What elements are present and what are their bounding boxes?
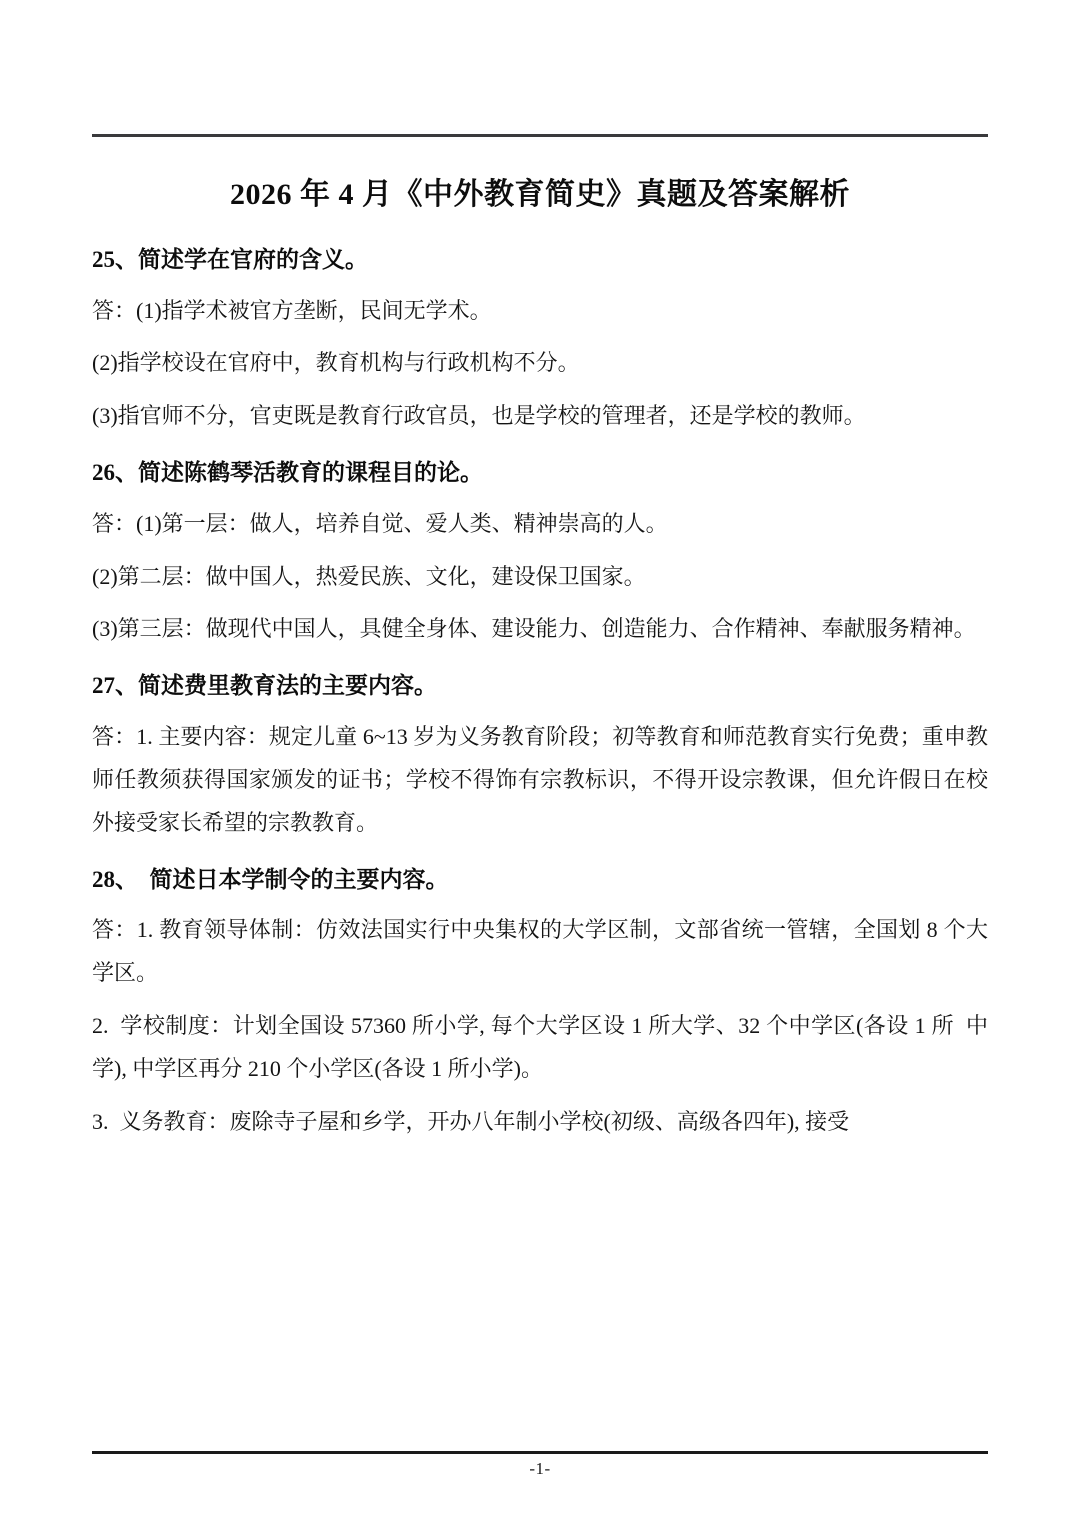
question-block-28	[92, 863, 988, 1144]
question-block-25	[92, 243, 988, 438]
question-heading-25: 25、简述学在官府的含义。	[92, 247, 368, 272]
page-number: -1-	[529, 1459, 551, 1478]
footer-divider	[92, 1451, 988, 1454]
answer-paragraph: (3)指官师不分，官吏既是教育行政官员，也是学校的管理者，还是学校的教师。	[92, 403, 866, 429]
answer-paragraph: (2)第二层：做中国人，热爱民族、文化，建设保卫国家。	[92, 563, 646, 589]
question-heading-28: 28、 简述日本学制令的主要内容。	[92, 866, 449, 892]
answer-paragraph: 答：(1)指学术被官方垄断，民间无学术。	[92, 297, 492, 323]
answer-paragraph: 答：1. 教育领导体制：仿效法国实行中央集权的大学区制，文部省统一管辖，全国划 8 个大学区。	[92, 917, 988, 985]
answer-paragraph-truncated: 3. 义务教育：废除寺子屋和乡学，开办八年制小学校(初级、高级各四年), 接受	[92, 1108, 850, 1134]
question-block-26	[92, 456, 988, 651]
answer-paragraph: (3)第三层：做现代中国人，具健全身体、建设能力、创造能力、合作精神、奉献服务精神。	[92, 616, 976, 642]
answer-paragraph: (2)指学校设在官府中，教育机构与行政机构不分。	[92, 350, 580, 376]
question-heading-26: 26、简述陈鹤琴活教育的课程目的论。	[92, 460, 483, 486]
answer-paragraph: 答：(1)第一层：做人，培养自觉、爱人类、精神崇高的人。	[92, 510, 668, 536]
document-content	[92, 150, 988, 1153]
answer-paragraph: 2. 学校制度：计划全国设 57360 所小学, 每个大学区设 1 所大学、32 个中学区(各设 1 所 中学), 中学区再分 210 个小学区(各设 1 所小学)。	[92, 1012, 988, 1081]
question-block-27	[92, 669, 988, 844]
header-divider	[92, 134, 988, 137]
answer-paragraph: 答：1. 主要内容：规定儿童 6~13 岁为义务教育阶段；初等教育和师范教育实行免费；重申教师任教须获得国家颁发的证书；学校不得饰有宗教标识，不得开设宗教课，但允许假日在校外接受家长希望的宗教教育。	[92, 723, 988, 835]
question-heading-27: 27、简述费里教育法的主要内容。	[92, 673, 437, 699]
page-title: 2026 年 4 月《中外教育简史》真题及答案解析	[230, 178, 850, 211]
